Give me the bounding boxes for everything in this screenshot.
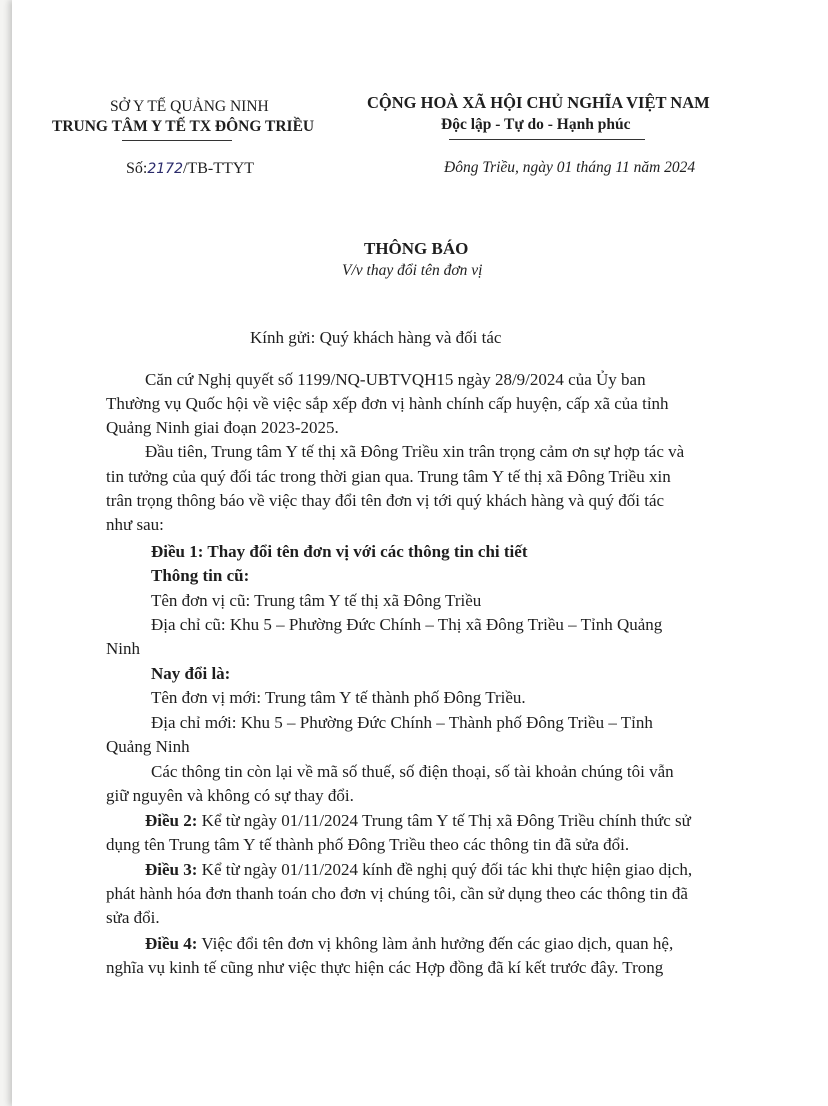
article-2-text: Kể từ ngày 01/11/2024 Trung tâm Y tế Thị xã Đông Triều chính thức sử <box>197 811 691 830</box>
agency-divider <box>122 140 232 141</box>
body-line: sửa đổi. <box>106 908 160 927</box>
national-motto: Độc lập - Tự do - Hạnh phúc <box>441 116 631 133</box>
article-3 <box>145 860 692 880</box>
new-unit-name: Tên đơn vị mới: Trung tâm Y tế thành phố Đông Triều. <box>151 688 526 707</box>
body-line: Quảng Ninh giai đoạn 2023-2025. <box>106 418 339 437</box>
body-line: như sau: <box>106 515 164 534</box>
body-line: trân trọng thông báo về việc thay đổi tên đơn vị tới quý khách hàng và quý đối tác <box>106 491 665 510</box>
article-2-label: Điều 2: <box>145 811 198 830</box>
body-line: dụng tên Trung tâm Y tế thành phố Đông Triều theo các thông tin đã sửa đổi. <box>106 835 630 854</box>
document-subject: V/v thay đổi tên đơn vị <box>342 262 483 279</box>
article-4-label: Điều 4: <box>145 934 198 953</box>
body-line: phát hành hóa đơn thanh toán cho đơn vị chúng tôi, cần sử dụng theo các thông tin đã <box>106 884 688 903</box>
old-address-cont: Ninh <box>106 639 140 658</box>
recipient-line: Kính gửi: Quý khách hàng và đối tác <box>250 328 502 347</box>
article-2 <box>145 811 691 831</box>
doc-no-prefix: Số: <box>126 160 148 177</box>
article-4-text: Việc đổi tên đơn vị không làm ảnh hưởng đến các giao dịch, quan hệ, <box>197 934 674 953</box>
new-info-heading: Nay đổi là: <box>151 664 231 683</box>
article-3-text: Kể từ ngày 01/11/2024 kính đề nghị quý đối tác khi thực hiện giao dịch, <box>197 860 693 879</box>
doc-no-suffix: /TB-TTYT <box>182 160 255 177</box>
body-line: giữ nguyên và không có sự thay đổi. <box>106 786 354 805</box>
document-page <box>12 0 828 1106</box>
body-line: Thường vụ Quốc hội về việc sắp xếp đơn vị hành chính cấp huyện, cấp xã của tỉnh <box>106 394 669 413</box>
article-1-heading: Điều 1: Thay đổi tên đơn vị với các thông tin chi tiết <box>151 542 528 561</box>
body-line: Các thông tin còn lại về mã số thuế, số điện thoại, số tài khoản chúng tôi vẫn <box>151 762 674 781</box>
old-address: Địa chỉ cũ: Khu 5 – Phường Đức Chính – Thị xã Đông Triều – Tỉnh Quảng <box>151 615 663 634</box>
agency-name: TRUNG TÂM Y TẾ TX ĐÔNG TRIỀU <box>52 118 315 135</box>
article-4 <box>145 934 673 954</box>
motto-divider <box>449 139 645 140</box>
new-address: Địa chỉ mới: Khu 5 – Phường Đức Chính – Thành phố Đông Triều – Tỉnh <box>151 713 653 732</box>
place-date: Đông Triều, ngày 01 tháng 11 năm 2024 <box>444 159 696 176</box>
old-info-heading: Thông tin cũ: <box>151 566 250 585</box>
body-line: Căn cứ Nghị quyết số 1199/NQ-UBTVQH15 ngày 28/9/2024 của Ủy ban <box>145 370 646 389</box>
document-number <box>126 160 254 178</box>
new-address-cont: Quảng Ninh <box>106 737 190 756</box>
body-line: Đầu tiên, Trung tâm Y tế thị xã Đông Triều xin trân trọng cảm ơn sự hợp tác và <box>145 442 685 461</box>
nation-title: CỘNG HOÀ XÃ HỘI CHỦ NGHĨA VIỆT NAM <box>367 93 710 112</box>
agency-parent: SỞ Y TẾ QUẢNG NINH <box>110 98 269 115</box>
article-3-label: Điều 3: <box>145 860 198 879</box>
document-title: THÔNG BÁO <box>364 239 469 258</box>
old-unit-name: Tên đơn vị cũ: Trung tâm Y tế thị xã Đông Triều <box>151 591 482 610</box>
body-line: nghĩa vụ kinh tế cũng như việc thực hiện các Hợp đồng đã kí kết trước đây. Trong <box>106 958 664 977</box>
body-line: tin tưởng của quý đối tác trong thời gian qua. Trung tâm Y tế thị xã Đông Triều xin <box>106 467 671 486</box>
doc-no-handwritten: 2172 <box>147 161 183 177</box>
